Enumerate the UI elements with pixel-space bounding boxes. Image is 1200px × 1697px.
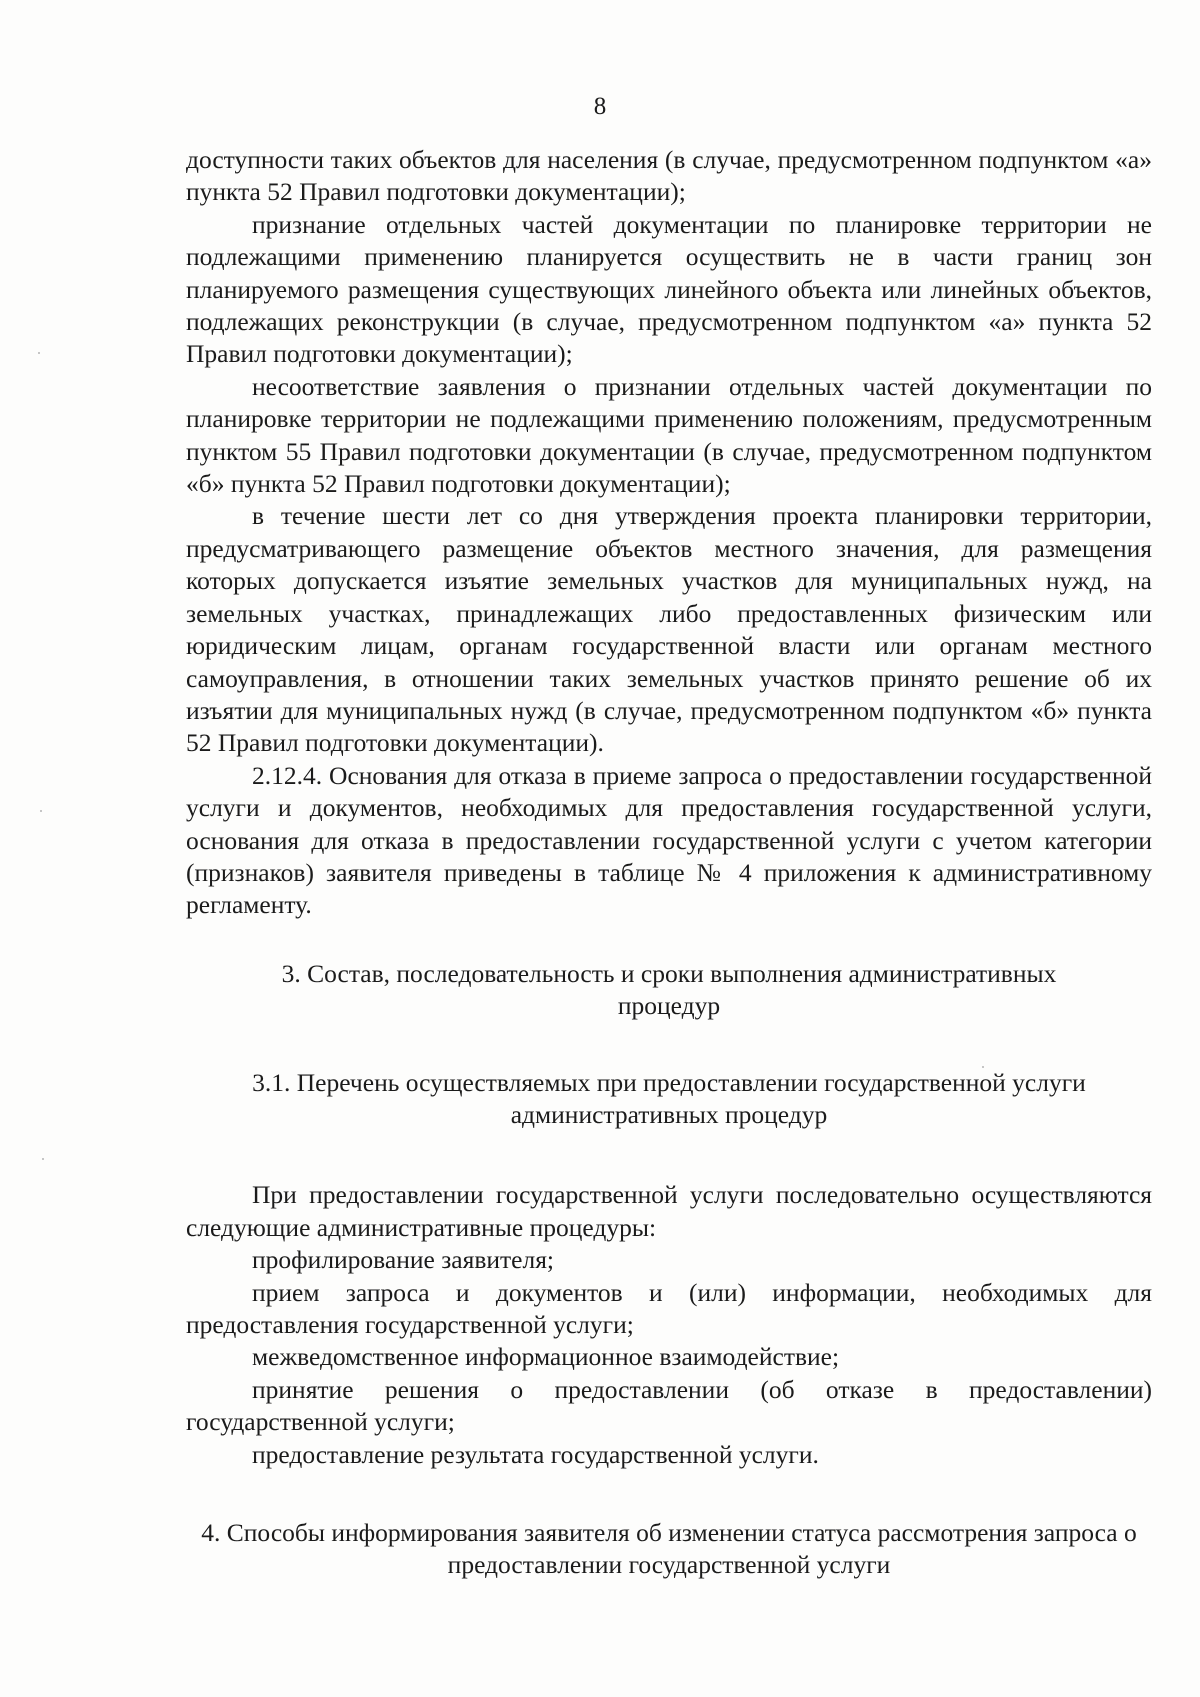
list-item-request-reception: прием запроса и документов и (или) информации, необходимых для предоставления государственной услуги; — [186, 1277, 1152, 1339]
paragraph-procedures-intro: При предоставлении государственной услуги последовательно осуществляются следующие административные процедуры: — [186, 1180, 1152, 1242]
paragraph-continuation: доступности таких объектов для населения (в случае, предусмотренном подпунктом «а» пункта 52 Правил подготовки документации); — [186, 145, 1152, 207]
scan-speck — [42, 1158, 44, 1160]
page-number: 8 — [593, 93, 607, 120]
scan-speck — [982, 1066, 984, 1068]
paragraph-2-12-4: 2.12.4. Основания для отказа в приеме запроса о предоставлении государственной услуги и документов, необходимых для предоставления государственной услуги, основания для отказа в предоставлении государственной услуги с учетом категории (признаков) заявителя приведены в таблице № 4 приложения к административному регламенту. — [186, 760, 1152, 920]
document-body — [186, 144, 1152, 1582]
list-item-result: предоставление результата государственной услуги. — [252, 1439, 819, 1469]
scan-speck — [40, 810, 42, 812]
scan-speck — [38, 352, 40, 354]
section-3-heading: 3. Состав, последовательность и сроки выполнения административных процедур — [281, 958, 1057, 1021]
section-3-1-heading: 3.1. Перечень осуществляемых при предоставлении государственной услуги административных процедур — [252, 1067, 1086, 1129]
list-item-decision: принятие решения о предоставлении (об отказе в предоставлении) государственной услуги; — [186, 1374, 1152, 1437]
paragraph-nonconformity: несоответствие заявления о признании отдельных частей документации по планировке территории не подлежащими применению положениям, предусмотренным пунктом 55 Правил подготовки документации (в случае, предусмотренном подпунктом «б» пункта 52 Правил подготовки документации); — [186, 371, 1152, 499]
list-item-interagency: межведомственное информационное взаимодействие; — [252, 1342, 840, 1372]
paragraph-partial-invalidation: признание отдельных частей документации по планировке территории не подлежащими применению планируется осуществить не в части границ зон планируемого размещения существующих линейного объекта или линейных объектов, подлежащих реконструкции (в случае, предусмотренном подпунктом «а» пункта 52 Правил подготовки документации); — [186, 209, 1152, 369]
list-item-profiling: профилирование заявителя; — [252, 1245, 555, 1275]
paragraph-six-years: в течение шести лет со дня утверждения проекта планировки территории, предусматривающего размещение объектов местного значения, для размещения которых допускается изъятие земельных участков для муниципальных нужд, на земельных участках, принадлежащих либо предоставленных физическим или юридическим лицам, органам государственной власти или органам местного самоуправления, в отношении таких земельных участков принято решение об их изъятии для муниципальных нужд (в случае, предусмотренном подпунктом «б» пункта 52 Правил подготовки документации). — [186, 501, 1152, 758]
section-4-heading: 4. Способы информирования заявителя об изменении статуса рассмотрения запроса о предоставлении государственной услуги — [201, 1518, 1137, 1580]
